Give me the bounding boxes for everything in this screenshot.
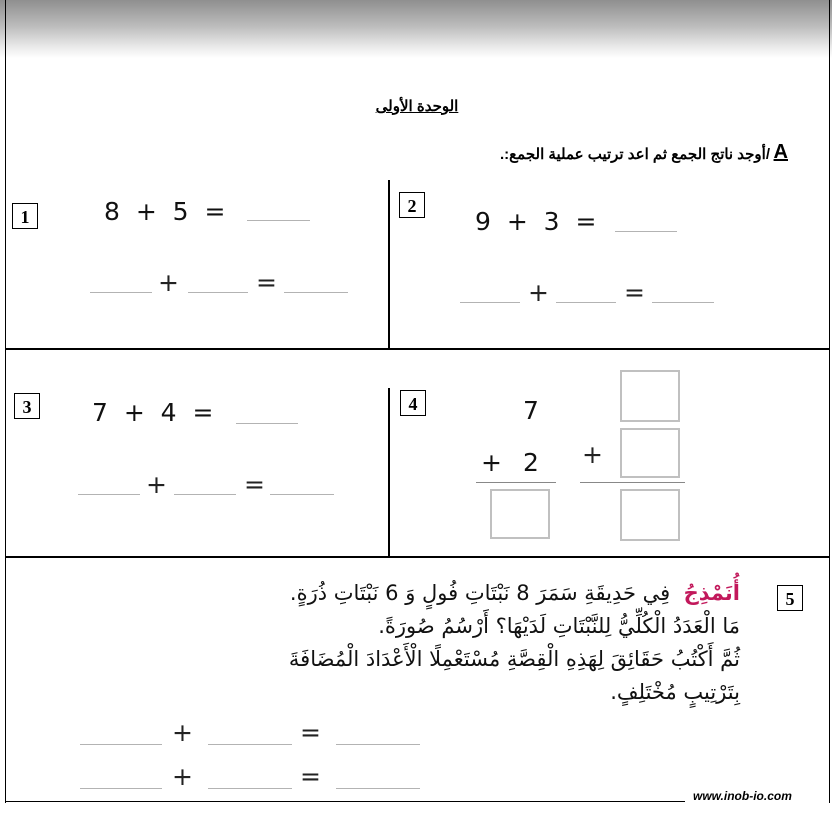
exercise-3-eq: = xyxy=(192,398,214,427)
story-line-1 xyxy=(80,577,740,610)
exercise-2-equation xyxy=(475,207,596,236)
exercise-4-reorder-top-box[interactable] xyxy=(620,370,680,422)
problem-5-story xyxy=(80,577,740,709)
instruction-text: /أوجد ناتج الجمع ثم اعد ترتيب عملية الجمع:. xyxy=(500,146,770,163)
problem-5-row2-blank-b[interactable] xyxy=(208,788,292,789)
exercise-4-sum-line xyxy=(476,482,556,483)
problem-5-row1-plus: + xyxy=(172,718,193,747)
bottom-border xyxy=(5,801,685,802)
problem-5-number: 5 xyxy=(777,585,803,611)
exercise-2-eq: = xyxy=(575,207,597,236)
instruction-letter: A xyxy=(773,141,788,163)
exercise-3-blank-a[interactable] xyxy=(78,494,140,495)
exercise-3-b: 4 xyxy=(160,398,177,427)
exercise-2-op: + xyxy=(506,207,528,236)
problem-5-row2-blank-a[interactable] xyxy=(80,788,162,789)
exercise-2-b: 3 xyxy=(543,207,560,236)
exercise-3-number: 3 xyxy=(14,393,40,419)
exercise-2-blank-c[interactable] xyxy=(652,302,714,303)
exercise-1-equation xyxy=(104,197,225,226)
exercise-4-answer-box[interactable] xyxy=(490,489,550,539)
exercise-2-row-equals: = xyxy=(624,278,645,307)
exercise-3-a: 7 xyxy=(92,398,108,427)
problem-5-row1-blank-a[interactable] xyxy=(80,744,162,745)
exercise-1-op: + xyxy=(135,197,157,226)
exercise-2-blank-b[interactable] xyxy=(556,302,616,303)
column-divider-top xyxy=(388,180,390,348)
footer-url: www.inob-io.com xyxy=(693,789,792,803)
exercise-4-reorder-line xyxy=(580,482,685,483)
problem-5-row1-blank-b[interactable] xyxy=(208,744,292,745)
story-line-4: بِتَرْتِيبٍ مُخْتَلِفٍ. xyxy=(610,680,740,704)
left-border xyxy=(5,0,6,803)
exercise-2-a: 9 xyxy=(475,207,491,236)
exercise-4-reorder-answer-box[interactable] xyxy=(620,489,680,541)
problem-5-row1-equals: = xyxy=(300,718,321,747)
exercise-1-b: 5 xyxy=(172,197,189,226)
story-line-1-text: فِي حَدِيقَةِ سَمَرَ 8 نَبْتَاتِ فُولٍ وَ 6 نَبْتَاتِ ذُرَةٍ. xyxy=(289,581,671,605)
exercise-1-number: 1 xyxy=(12,203,38,229)
problem-5-row1-blank-c[interactable] xyxy=(336,744,420,745)
exercise-1-row-plus: + xyxy=(158,268,179,297)
exercise-2-answer-blank[interactable] xyxy=(615,231,677,232)
divider-1 xyxy=(5,348,830,350)
exercise-2-blank-a[interactable] xyxy=(460,302,520,303)
exercise-4-number: 4 xyxy=(400,390,426,416)
problem-5-row2-plus: + xyxy=(172,762,193,791)
top-shadow-bar xyxy=(0,0,832,58)
problem-5-row2-blank-c[interactable] xyxy=(336,788,420,789)
exercise-1-answer-blank[interactable] xyxy=(247,220,310,221)
unit-title: الوحدة الأولى xyxy=(375,98,459,115)
exercise-3-blank-b[interactable] xyxy=(174,494,236,495)
exercise-1-a: 8 xyxy=(104,197,120,226)
exercise-1-row-equals: = xyxy=(256,268,277,297)
exercise-4-plus: + xyxy=(481,448,502,477)
story-line-2: مَا الْعَدَدُ الْكُلِّيُّ لِلنَّبْتَاتِ لَدَيْهَا؟ أَرْسُمُ صُورَةً. xyxy=(378,614,740,638)
exercise-3-blank-c[interactable] xyxy=(270,494,334,495)
story-line-3: ثُمَّ أَكْتُبُ حَقَائِقَ لِهَذِهِ الْقِصَّةِ مُسْتَعْمِلًا الْأَعْدَادَ الْمُضَافَةَ xyxy=(288,647,740,671)
exercise-1-blank-c[interactable] xyxy=(284,292,348,293)
exercise-4-reorder-plus: + xyxy=(582,440,603,469)
model-label: أُنَمْذِجُ xyxy=(683,581,740,605)
divider-2 xyxy=(5,556,830,558)
exercise-4-bottom-number: 2 xyxy=(523,448,539,477)
problem-5-row2-equals: = xyxy=(300,762,321,791)
exercise-4-reorder-bottom-box[interactable] xyxy=(620,428,680,478)
exercise-3-equation xyxy=(92,398,213,427)
right-border xyxy=(829,0,830,803)
exercise-1-blank-b[interactable] xyxy=(188,292,248,293)
exercise-2-number: 2 xyxy=(399,192,425,218)
exercise-1-blank-a[interactable] xyxy=(90,292,152,293)
instruction xyxy=(403,141,788,169)
exercise-3-answer-blank[interactable] xyxy=(236,423,298,424)
exercise-3-row-equals: = xyxy=(244,470,265,499)
exercise-4-top-number: 7 xyxy=(523,396,539,425)
exercise-2-row-plus: + xyxy=(528,278,549,307)
exercise-3-row-plus: + xyxy=(146,470,167,499)
exercise-1-eq: = xyxy=(204,197,226,226)
column-divider-mid xyxy=(388,388,390,556)
exercise-3-op: + xyxy=(123,398,145,427)
